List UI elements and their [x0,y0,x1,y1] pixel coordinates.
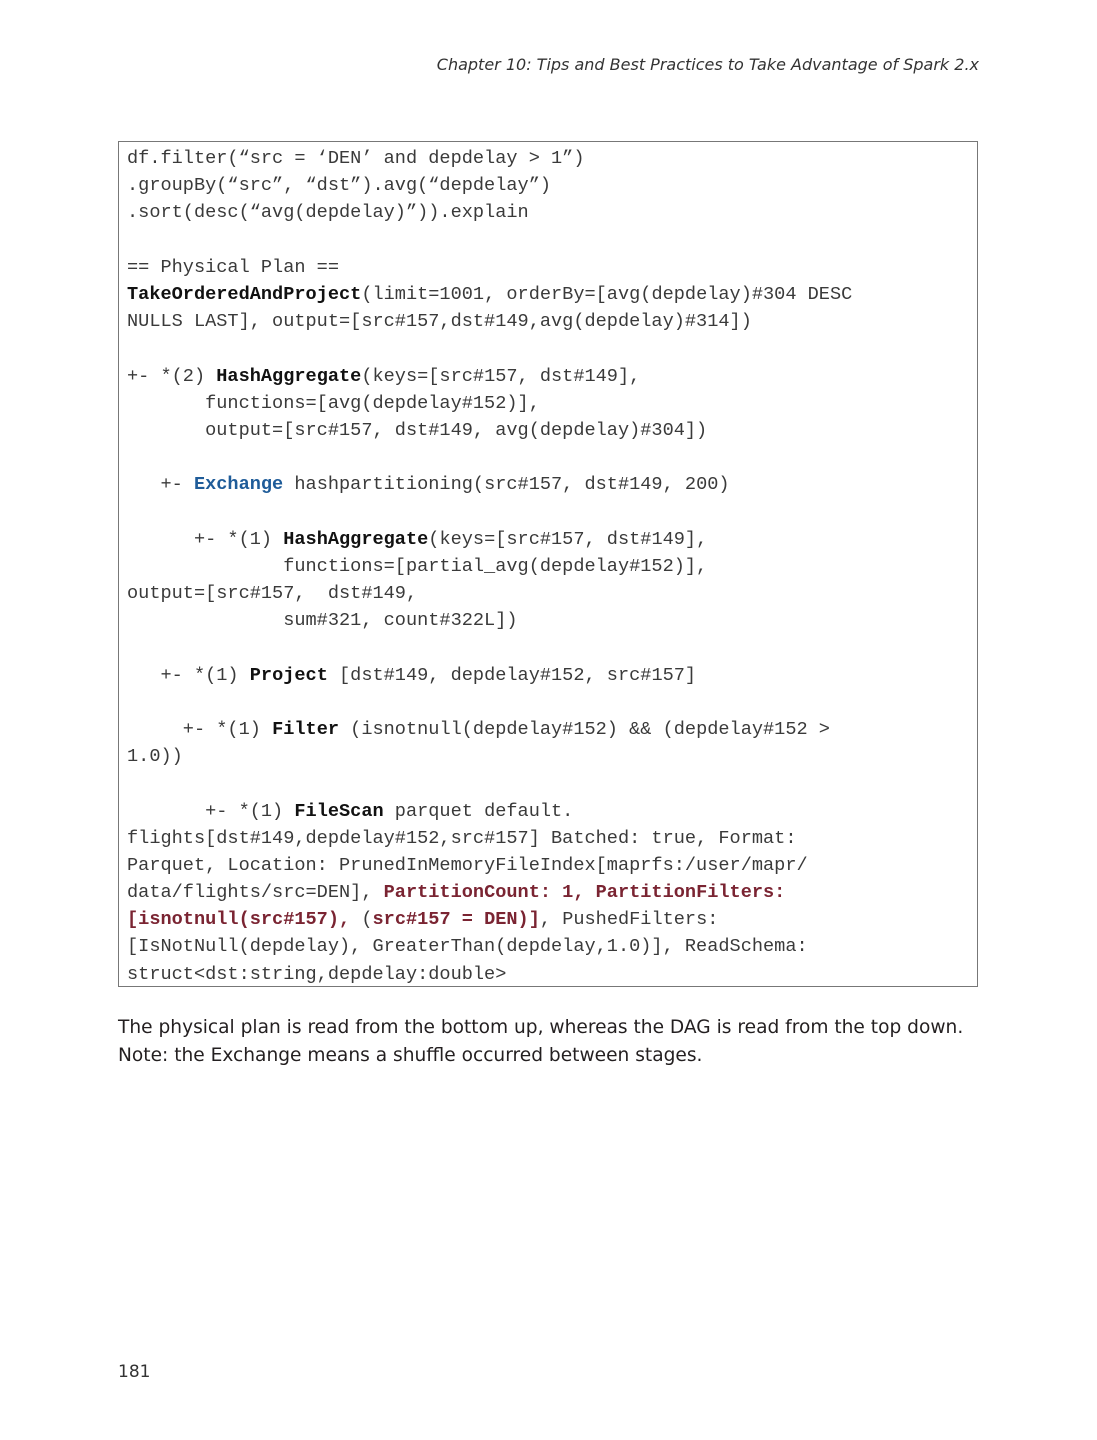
plan-heading: == Physical Plan == [127,256,340,278]
code-blank-line [127,444,969,471]
take-ordered-args: (limit=1001, orderBy=[avg(depdelay)#304 DESC [361,283,853,305]
code-line-query-3: .sort(desc(“avg(depdelay)”)).explain [127,202,529,224]
hash-aggregate-1-line-2: functions=[partial_avg(depdelay#152)], [127,555,708,577]
project-line [127,662,969,689]
exchange-line [127,471,969,498]
hash-aggregate-1-keyword: HashAggregate [283,528,429,550]
hash-aggregate-1-args: (keys=[src#157, dst#149], [428,528,708,550]
filescan-location-tail: data/flights/src=DEN], [127,882,384,904]
running-header: Chapter 10: Tips and Best Practices to Take Advantage of Spark 2.x [436,55,979,74]
take-ordered-line-2: NULLS LAST], output=[src#157,dst#149,avg(depdelay)#314]) [127,311,752,333]
exchange-prefix: +- [127,474,194,496]
project-keyword: Project [249,664,328,686]
code-line-query-1: df.filter(“src = ‘DEN’ and depdelay > 1”) [127,148,585,169]
filescan-args: parquet default. [383,800,574,822]
hash-aggregate-1-line-4: sum#321, count#322L]) [127,610,518,632]
filter-keyword: Filter [272,718,340,740]
explanation-paragraph: The physical plan is read from the bottom up, whereas the DAG is read from the top down. Note: the Exchange means a shuffle occurred between stages. [118,1017,964,1066]
filescan-line-1 [127,798,969,825]
code-blank-line [127,335,969,362]
project-args: [dst#149, depdelay#152, src#157] [327,664,697,686]
filter-args: (isnotnull(depdelay#152) && (depdelay#152 > [339,718,830,740]
partition-count-highlight: PartitionCount: 1, PartitionFilters: [383,882,786,904]
hash-aggregate-1-line-1 [127,526,969,553]
code-line-query-2: .groupBy(“src”, “dst”).avg(“depdelay”) [127,175,552,197]
project-prefix: +- *(1) [127,664,250,686]
filter-prefix: +- *(1) [127,718,273,740]
code-blank-line [127,227,969,254]
take-ordered-line-1 [127,281,969,308]
filescan-line-2: flights[dst#149,depdelay#152,src#157] Batched: true, Format: [127,827,797,849]
hash-aggregate-2-line-1 [127,363,969,390]
filescan-line-7: struct<dst:string,depdelay:double> [127,963,507,985]
filescan-keyword: FileScan [294,800,384,822]
exchange-args: hashpartitioning(src#157, dst#149, 200) [283,474,730,496]
take-ordered-keyword: TakeOrderedAndProject [127,283,362,305]
page-number: 181 [118,1362,151,1382]
filescan-line-5 [127,906,969,933]
hash-aggregate-2-prefix: +- *(2) [127,365,217,387]
exchange-keyword: Exchange [193,474,284,496]
hash-aggregate-1-prefix: +- *(1) [127,528,284,550]
code-block [118,141,978,987]
hash-aggregate-2-args: (keys=[src#157, dst#149], [361,365,641,387]
code-blank-line [127,770,969,797]
code-blank-line [127,498,969,525]
partition-filters-paren: ( [361,909,373,931]
hash-aggregate-2-line-3: output=[src#157, dst#149, avg(depdelay)#304]) [127,419,708,441]
code-blank-line [127,634,969,661]
partition-filters-highlight-a: [isnotnull(src#157), [127,909,362,931]
code-blank-line [127,689,969,716]
filter-line-1 [127,716,969,743]
pushed-filters-label: , PushedFilters: [539,909,719,931]
hash-aggregate-2-line-2: functions=[avg(depdelay#152)], [127,392,540,414]
partition-filters-highlight-b: src#157 = DEN)] [372,909,540,931]
filescan-line-3: Parquet, Location: PrunedInMemoryFileIndex[maprfs:/user/mapr/ [127,854,808,876]
hash-aggregate-1-line-3: output=[src#157, dst#149, [127,583,418,604]
filter-line-2: 1.0)) [127,746,183,768]
hash-aggregate-2-keyword: HashAggregate [216,365,362,387]
filescan-line-4 [127,879,969,906]
filescan-line-6: [IsNotNull(depdelay), GreaterThan(depdelay,1.0)], ReadSchema: [127,936,808,958]
filescan-prefix: +- *(1) [127,800,295,822]
